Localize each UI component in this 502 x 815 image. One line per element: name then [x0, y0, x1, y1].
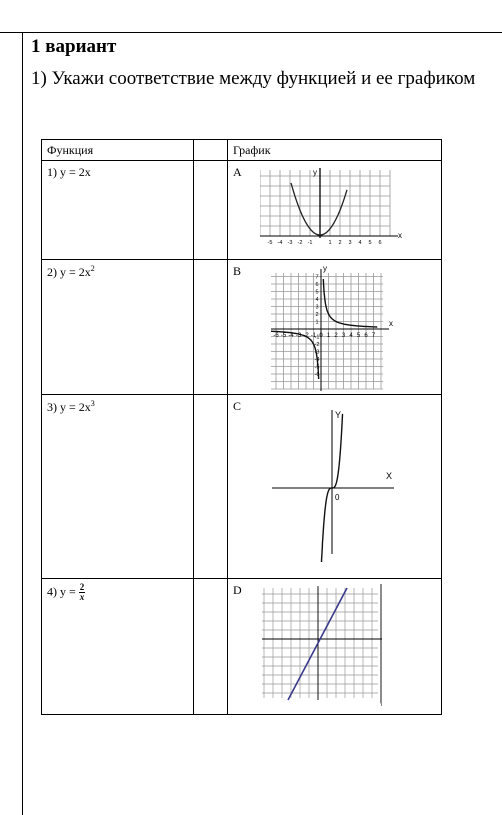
- table-row: [42, 395, 442, 579]
- y-tick-label: -5: [314, 364, 320, 371]
- function-cell: [42, 161, 194, 260]
- graph-cell: [228, 579, 442, 715]
- y-tick-label: 3: [315, 304, 319, 311]
- y-tick-label: -4: [314, 357, 320, 363]
- y-tick-label: 7: [315, 274, 319, 281]
- graph-column-header: График: [228, 140, 442, 161]
- graph-cell: [228, 161, 442, 260]
- graph-cell: [228, 395, 442, 579]
- y-tick-label: -2: [314, 342, 320, 348]
- graph-letter-b: B: [233, 264, 242, 278]
- x-tick-label: -5: [280, 333, 287, 339]
- function-formula-1: 1) y = 2x: [47, 165, 91, 179]
- fraction: $\frac{2}{x}$: [79, 582, 85, 602]
- function-column-header: Функция: [42, 140, 194, 161]
- x-axis-label: X: [385, 471, 393, 481]
- x-tick-label: 4: [349, 333, 353, 339]
- x-tick-label: -1: [307, 240, 313, 244]
- gap-cell: [194, 140, 228, 161]
- linear-line: [288, 588, 347, 700]
- function-cell: [42, 395, 194, 579]
- x-tick-label: -2: [303, 333, 309, 339]
- top-rule: [0, 32, 502, 33]
- matching-table: [41, 139, 442, 715]
- function-formula-2: 2) $y = 2x^2$: [47, 264, 95, 279]
- x-tick-label: -1: [310, 333, 317, 339]
- parabola-curve: [291, 183, 347, 235]
- y-axis-label: y: [313, 168, 317, 177]
- x-tick-label: 0: [319, 333, 323, 339]
- x-tick-label: 1: [328, 240, 332, 244]
- y-tick-label: -6: [314, 372, 320, 378]
- gap-cell: [194, 579, 228, 715]
- x-axis-label: x: [398, 231, 402, 240]
- y-axis-label: Y: [334, 410, 342, 420]
- y-tick-label: 6: [315, 282, 319, 288]
- x-tick-label: -2: [297, 240, 303, 244]
- x-tick-label: 5: [368, 240, 372, 244]
- function-cell: [42, 579, 194, 715]
- graph-letter-c: C: [233, 399, 242, 413]
- x-tick-label: -4: [277, 240, 283, 244]
- graph-d-line: [260, 584, 385, 706]
- variant-title: 1 вариант: [31, 36, 117, 57]
- origin-label: 0: [335, 493, 340, 502]
- x-axis-label: x: [389, 319, 393, 328]
- x-tick-label: -5: [267, 240, 273, 244]
- y-tick-label: -3: [314, 349, 320, 356]
- x-tick-label: -3: [287, 240, 293, 244]
- hyperbola-branch-right: [323, 279, 377, 327]
- table-header-row: [42, 140, 442, 161]
- x-tick-label: 6: [378, 240, 382, 244]
- y-axis-label: y: [323, 265, 327, 273]
- y-tick-label: 1: [315, 319, 319, 326]
- y-tick-label: 2: [315, 312, 319, 318]
- gap-cell: [194, 395, 228, 579]
- y-tick-label: 4: [315, 297, 319, 303]
- x-tick-label: 4: [358, 240, 362, 244]
- x-tick-label: 6: [364, 333, 368, 339]
- function-formula-3: 3) $y = 2x^3$: [47, 399, 95, 414]
- x-tick-label: 3: [348, 240, 352, 244]
- x-tick-label: -3: [295, 333, 302, 339]
- x-tick-label: -4: [288, 333, 294, 339]
- graph-letter-a: A: [233, 165, 242, 179]
- graph-letter-d: D: [233, 583, 242, 597]
- x-tick-label: 7: [371, 333, 376, 339]
- x-tick-label: 1: [326, 333, 331, 339]
- table-row: [42, 260, 442, 395]
- table-row: [42, 579, 442, 715]
- graph-a-parabola: [260, 166, 405, 244]
- x-tick-label: -6: [273, 333, 279, 339]
- function-formula-4: 4) y = $\frac{2}{x}$: [47, 582, 85, 602]
- graph-b-hyperbola: [271, 265, 411, 393]
- gap-cell: [194, 161, 228, 260]
- x-tick-label: 2: [334, 333, 338, 339]
- gap-cell: [194, 260, 228, 395]
- function-cell: [42, 260, 194, 395]
- table-row: [42, 161, 442, 260]
- y-tick-label: 5: [315, 289, 319, 296]
- left-margin-rule: [22, 32, 23, 815]
- task-text: 1) Укажи соответствие между функцией и ее графиком: [31, 68, 476, 89]
- graph-cell: [228, 260, 442, 395]
- x-tick-label: 3: [341, 333, 346, 339]
- graph-c-cubic: [266, 402, 406, 562]
- x-tick-label: 2: [338, 240, 342, 244]
- y-tick-label: -1: [314, 334, 320, 341]
- x-tick-label: 5: [356, 333, 361, 339]
